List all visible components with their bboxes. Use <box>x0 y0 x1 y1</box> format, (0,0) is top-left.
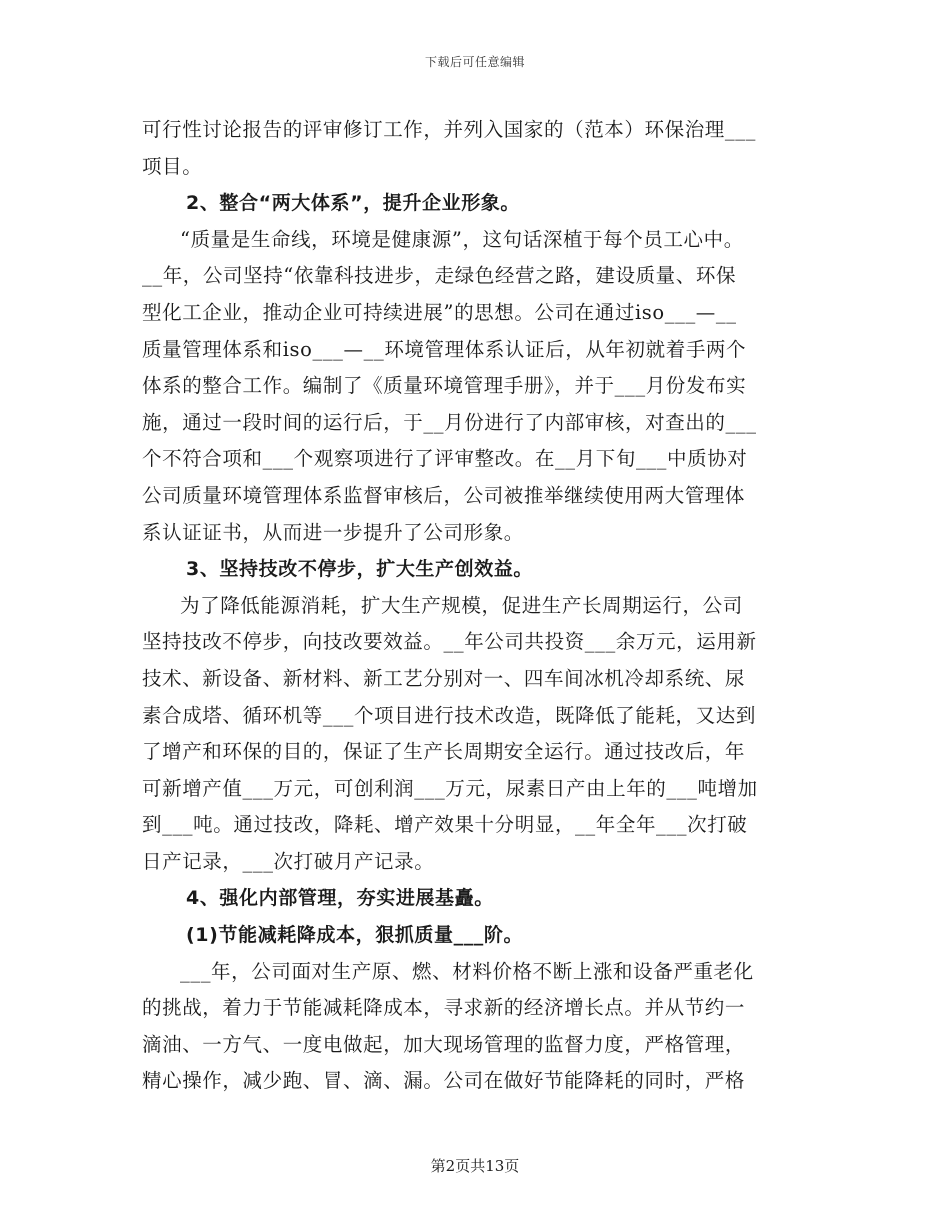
body-line: 坚持技改不停步，向技改要效益。__年公司共投资___余万元，运用新 <box>142 630 757 654</box>
body-line: 技术、新设备、新材料、新工艺分别对一、四车间冰机冷却系统、尿 <box>142 666 746 690</box>
body-line: 系认证证书，从而进一步提升了公司形象。 <box>142 520 524 544</box>
body-line: 施，通过一段时间的运行后，于__月份进行了内部审核，对查出的___ <box>142 410 757 434</box>
body-line: 型化工企业，推动企业可持续进展”的思想。公司在通过iso___—__ <box>142 300 737 324</box>
page-number: 第2页共13页 <box>430 1157 520 1175</box>
body-line: 精心操作，减少跑、冒、滴、漏。公司在做好节能降耗的同时，严格 <box>142 1069 746 1093</box>
body-line: 公司质量环境管理体系监督审核后，公司被推举继续使用两大管理体 <box>142 483 746 507</box>
body-line: 的挑战，着力于节能减耗降成本，寻求新的经济增长点。并从节约一 <box>142 996 746 1020</box>
document-body <box>142 112 808 1100</box>
body-line: __年，公司坚持“依靠科技进步，走绿色经营之路，建设质量、环保 <box>142 264 737 288</box>
section-heading-4: 4、强化内部管理，夯实进展基矗。 <box>186 887 494 910</box>
body-line: ___年，公司面对生产原、燃、材料价格不断上涨和设备严重老化 <box>180 959 754 983</box>
body-line: 个不符合项和___个观察项进行了评审整改。在__月下旬___中质协对 <box>142 447 748 471</box>
body-line: 日产记录，___次打破月产记录。 <box>142 849 435 873</box>
body-line: 到___吨。通过技改，降耗、增产效果十分明显，__年全年___次打破 <box>142 813 748 837</box>
section-heading-2: 2、整合“两大体系”，提升企业形象。 <box>186 192 520 215</box>
body-line: 质量管理体系和iso___—__环境管理体系认证后，从年初就着手两个 <box>142 337 747 361</box>
page-header-note: 下载后可任意编辑 <box>424 55 525 69</box>
body-line: 项目。 <box>142 154 203 178</box>
body-line: 为了降低能源消耗，扩大生产规模，促进生产长周期运行，公司 <box>180 593 743 617</box>
body-line: 了增产和环保的目的，保证了生产长周期安全运行。通过技改后，年 <box>142 740 746 764</box>
body-line: 滴油、一方气、一度电做起，加大现场管理的监督力度，严格管理， <box>142 1032 746 1056</box>
body-line: 体系的整合工作。编制了《质量环境管理手册》，并于___月份发布实 <box>142 374 747 398</box>
body-line: 可行性讨论报告的评审修订工作，并列入国家的（范本）环保治理___ <box>142 118 756 141</box>
subsection-heading-1: (1)节能减耗降成本，狠抓质量___阶。 <box>186 924 524 947</box>
body-line: 可新增产值___万元，可创利润___万元，尿素日产由上年的___吨增加 <box>142 776 758 800</box>
body-line: “质量是生命线，环境是健康源”，这句话深植于每个员工心中。 <box>180 227 744 251</box>
body-line: 素合成塔、循环机等___个项目进行技术改造，既降低了能耗，又达到 <box>142 703 756 727</box>
section-heading-3: 3、坚持技改不停步，扩大生产创效益。 <box>186 558 534 581</box>
